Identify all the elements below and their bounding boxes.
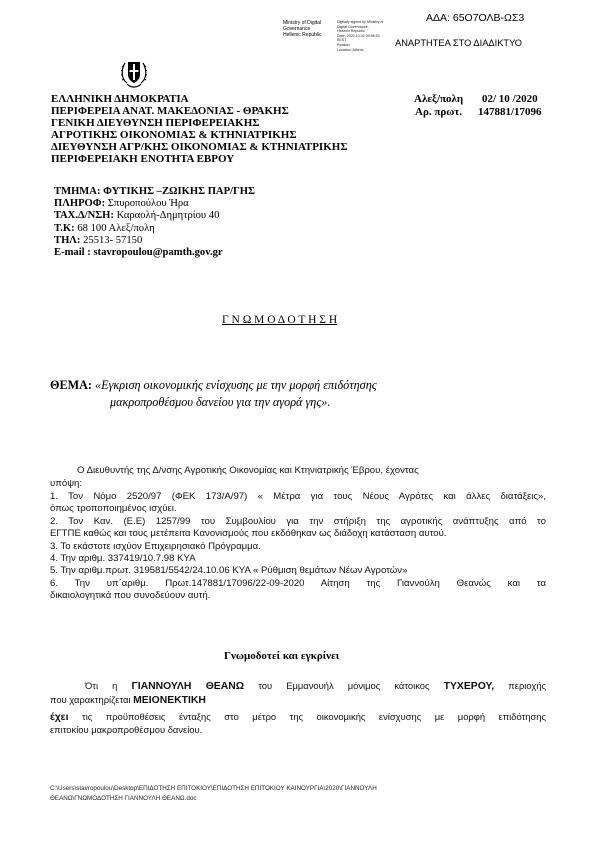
header-line: ΠΕΡΙΦΕΡΕΙΑ ΑΝΑΤ. ΜΑΚΕΔΟΝΙΑΣ - ΘΡΑΚΗΣ — [51, 105, 289, 117]
email-line — [54, 247, 255, 259]
decision-line-2 — [50, 694, 206, 707]
decision-line-1 — [85, 680, 546, 693]
considerations-list — [50, 491, 546, 603]
subject-text-1: «Εγκριση οικονομικής ενίσχυσης με την μορφή επιδότησης — [95, 378, 377, 392]
header-line: ΑΓΡΟΤΙΚΗΣ ΟΙΚΟΝΟΜΙΑΣ & ΚΤΗΝΙΑΤΡΙΚΗΣ — [51, 129, 297, 141]
signature-issuer-line: Ministry of Digital — [283, 20, 322, 26]
department-line: ΤΜΗΜΑ: ΦΥΤΙΚΗΣ –ΖΩΙΚΗΣ ΠΑΡ/ΓΗΣ — [54, 186, 255, 197]
decision-mid: του Εμμανουήλ μόνιμος κάτοικος — [258, 680, 430, 691]
signature-detail-line: Location: Athens — [337, 47, 364, 52]
signature-detail-line: Date: 2020.10.02 09:56:53 — [337, 33, 380, 38]
ada-code: ΑΔΑ: 65Ο7ΟΛΒ-ΩΣ3 — [426, 12, 525, 24]
decision-post: περιοχής — [508, 680, 546, 691]
signature-details — [337, 20, 383, 52]
subject-line-2: μακροπροθέσμου δανείου για την αγορά γης». — [110, 395, 331, 409]
list-item: 6. Την υπ΄αριθμ. Πρωτ.147881/17096/22-09-2020 Αίτηση της Γιαννούλη Θεανώς και τα — [50, 577, 546, 589]
decision-line-4: επιτοκίου μακροπροθέσμου δανείου. — [50, 724, 203, 735]
publish-label: ΑΝΑΡΤΗΤΕΑ ΣΤΟ ΔΙΑΔΙΚΤΥΟ — [395, 38, 522, 48]
place-label: Αλεξ/πολη — [414, 93, 464, 105]
header-line: ΠΕΡΙΦΕΡΕΙΑΚΗ ΕΝΟΤΗΤΑ ΕΒΡΟΥ — [51, 153, 235, 165]
area-type: ΜΕΙΟΝΕΚΤΙΚΗ — [133, 695, 206, 706]
signature-issuer-line: Hellenic Republic — [283, 32, 322, 38]
phone-label: ΤΗΛ: — [54, 234, 81, 246]
protocol-label: Αρ. πρωτ. — [415, 106, 463, 118]
decision-line-3-text — [50, 711, 546, 724]
applicant-name: ΓΙΑΝΝΟΥΛΗ ΘΕΑΝΩ — [131, 681, 245, 692]
file-path-line: C:\Users\stavropoulou\Desktop\ΕΠΙΔΟΤΗΣΗ ΕΠΙΤΟΚΙΟΥ\ΕΠΙΔΟΤΗΣΗ ΕΠΙΤΟΚΙΟΥ ΚΑΙΝΟΥΡΓΙΑ\2020\ΓΙΑΝΝΟΥΛΗ — [50, 785, 377, 792]
decision-line-2-pre: που χαρακτηρίζεται — [50, 694, 131, 705]
document-title: Γ Ν Ω Μ Ο Δ Ο Τ Η Σ Η — [222, 314, 338, 326]
list-item: 5. Την αριθμ.πρωτ. 319581/5542/24.10.06 ΚΥΑ « Ρύθμιση θεμάτων Νέων Αγροτών» — [50, 565, 408, 577]
greek-coat-of-arms-icon — [119, 57, 149, 91]
list-item: 1. Τον Νόμο 2520/97 (ΦΕΚ 173/Α/97) « Μέτρα για τους Νέους Αγρότες και άλλες διατάξεις», — [50, 491, 546, 502]
phone-value: 25513- 57150 — [83, 234, 143, 246]
signature-detail-line: EEST — [337, 38, 347, 43]
email-value: stavropoulou@pamth.gov.gr — [93, 247, 223, 259]
header-line: ΔΙΕΥΘΥΝΣΗ ΑΓΡ/ΚΗΣ ΟΙΚΟΝΟΜΙΑΣ & ΚΤΗΝΙΑΤΡΙΚΗΣ — [51, 141, 348, 153]
info-label: ΠΛΗΡΟΦ: — [54, 198, 106, 210]
decision-line-3-rest: τις προϋποθέσεις ένταξης στο μέτρο της οικονομικής ενίσχυσης με μορφή επιδότησης — [82, 711, 546, 722]
subject-label: ΘΕΜΑ: — [50, 378, 92, 392]
decision-verb: έχει — [50, 712, 69, 723]
email-label: E-mail : — [54, 247, 91, 259]
address-label: ΤΑΧ.Δ/ΝΣΗ: — [54, 210, 114, 222]
issuer-header — [51, 93, 348, 165]
protocol-number: 147881/17096 — [478, 106, 542, 118]
contact-block — [54, 186, 255, 259]
list-item-continuation: ΕΓΤΠΕ καθώς και τους μετέπειτα Κανονισμούς που εκδόθηκαν ως διάδοχη κατάσταση αυτού. — [50, 528, 447, 540]
postal-value: 68 100 Αλεξ/πολη — [77, 222, 155, 234]
file-path-footer — [50, 784, 377, 803]
list-item: 3. Το εκάστοτε ισχύον Επιχειρησιακό Πρόγραμμα. — [50, 540, 261, 552]
postal-line — [54, 223, 255, 235]
residence-place: ΤΥΧΕΡΟΥ, — [443, 681, 495, 692]
header-line: ΓΕΝΙΚΗ ΔΙΕΥΘΥΝΣΗ ΠΕΡΙΦΕΡΕΙΑΚΗΣ — [51, 117, 260, 129]
header-line: ΕΛΛΗΝΙΚΗ ΔΗΜΟΚΡΑΤΙΑ — [51, 93, 189, 105]
postal-label: Τ.Κ: — [54, 222, 75, 234]
phone-line — [54, 235, 255, 247]
signature-detail-line: Digitally signed by Ministry of — [337, 20, 384, 24]
info-line — [54, 198, 255, 210]
signature-detail-line: Reason: — [337, 42, 351, 47]
signature-issuer-line: Governance — [283, 26, 311, 32]
decision-line-3 — [50, 711, 546, 724]
list-item: 2. Τον Καν. (Ε.Ε) 1257/99 του Συμβουλίου για την στήριξη της αγροτικής ανάπτυξης από το — [50, 515, 546, 527]
address-value: Καραολή-Δημητρίου 40 — [116, 210, 220, 222]
decision-line-1-text — [85, 680, 546, 693]
subject-line-1 — [50, 378, 377, 393]
list-item-continuation: όπως τροποποιημένος ισχύει. — [50, 503, 177, 515]
list-item: 4. Την αριθμ. 337419/10.7.98 ΚΥΑ — [50, 553, 196, 565]
decision-heading: Γνωμοδοτεί και εγκρίνει — [224, 650, 340, 662]
signature-issuer — [283, 20, 322, 38]
intro-line-1: Ο Διευθυντής της Δ/νσης Αγροτικής Οικονομίας και Κτηνιατρικής Έβρου, έχοντας — [77, 465, 419, 476]
file-path-line: ΘΕΑΝΩ\ΓΝΩΜΟΔΟΤΗΣΗ ΓΙΑΝΝΟΥΛΗ ΘΕΑΝΩ.doc — [50, 794, 197, 802]
signature-detail-line: Hellenic Republic — [337, 29, 365, 34]
address-line — [54, 210, 255, 222]
decision-pre: Ότι η — [85, 680, 118, 691]
signature-detail-line: Digital Governance, — [337, 24, 369, 29]
document-date: 02/ 10 /2020 — [482, 93, 538, 105]
info-value: Σπυροπούλου Ήρα — [107, 198, 189, 210]
list-item-continuation: δικαιολογητικά που συνοδεύουν αυτή. — [50, 590, 211, 602]
intro-line-2: υπόψη: — [50, 478, 83, 489]
